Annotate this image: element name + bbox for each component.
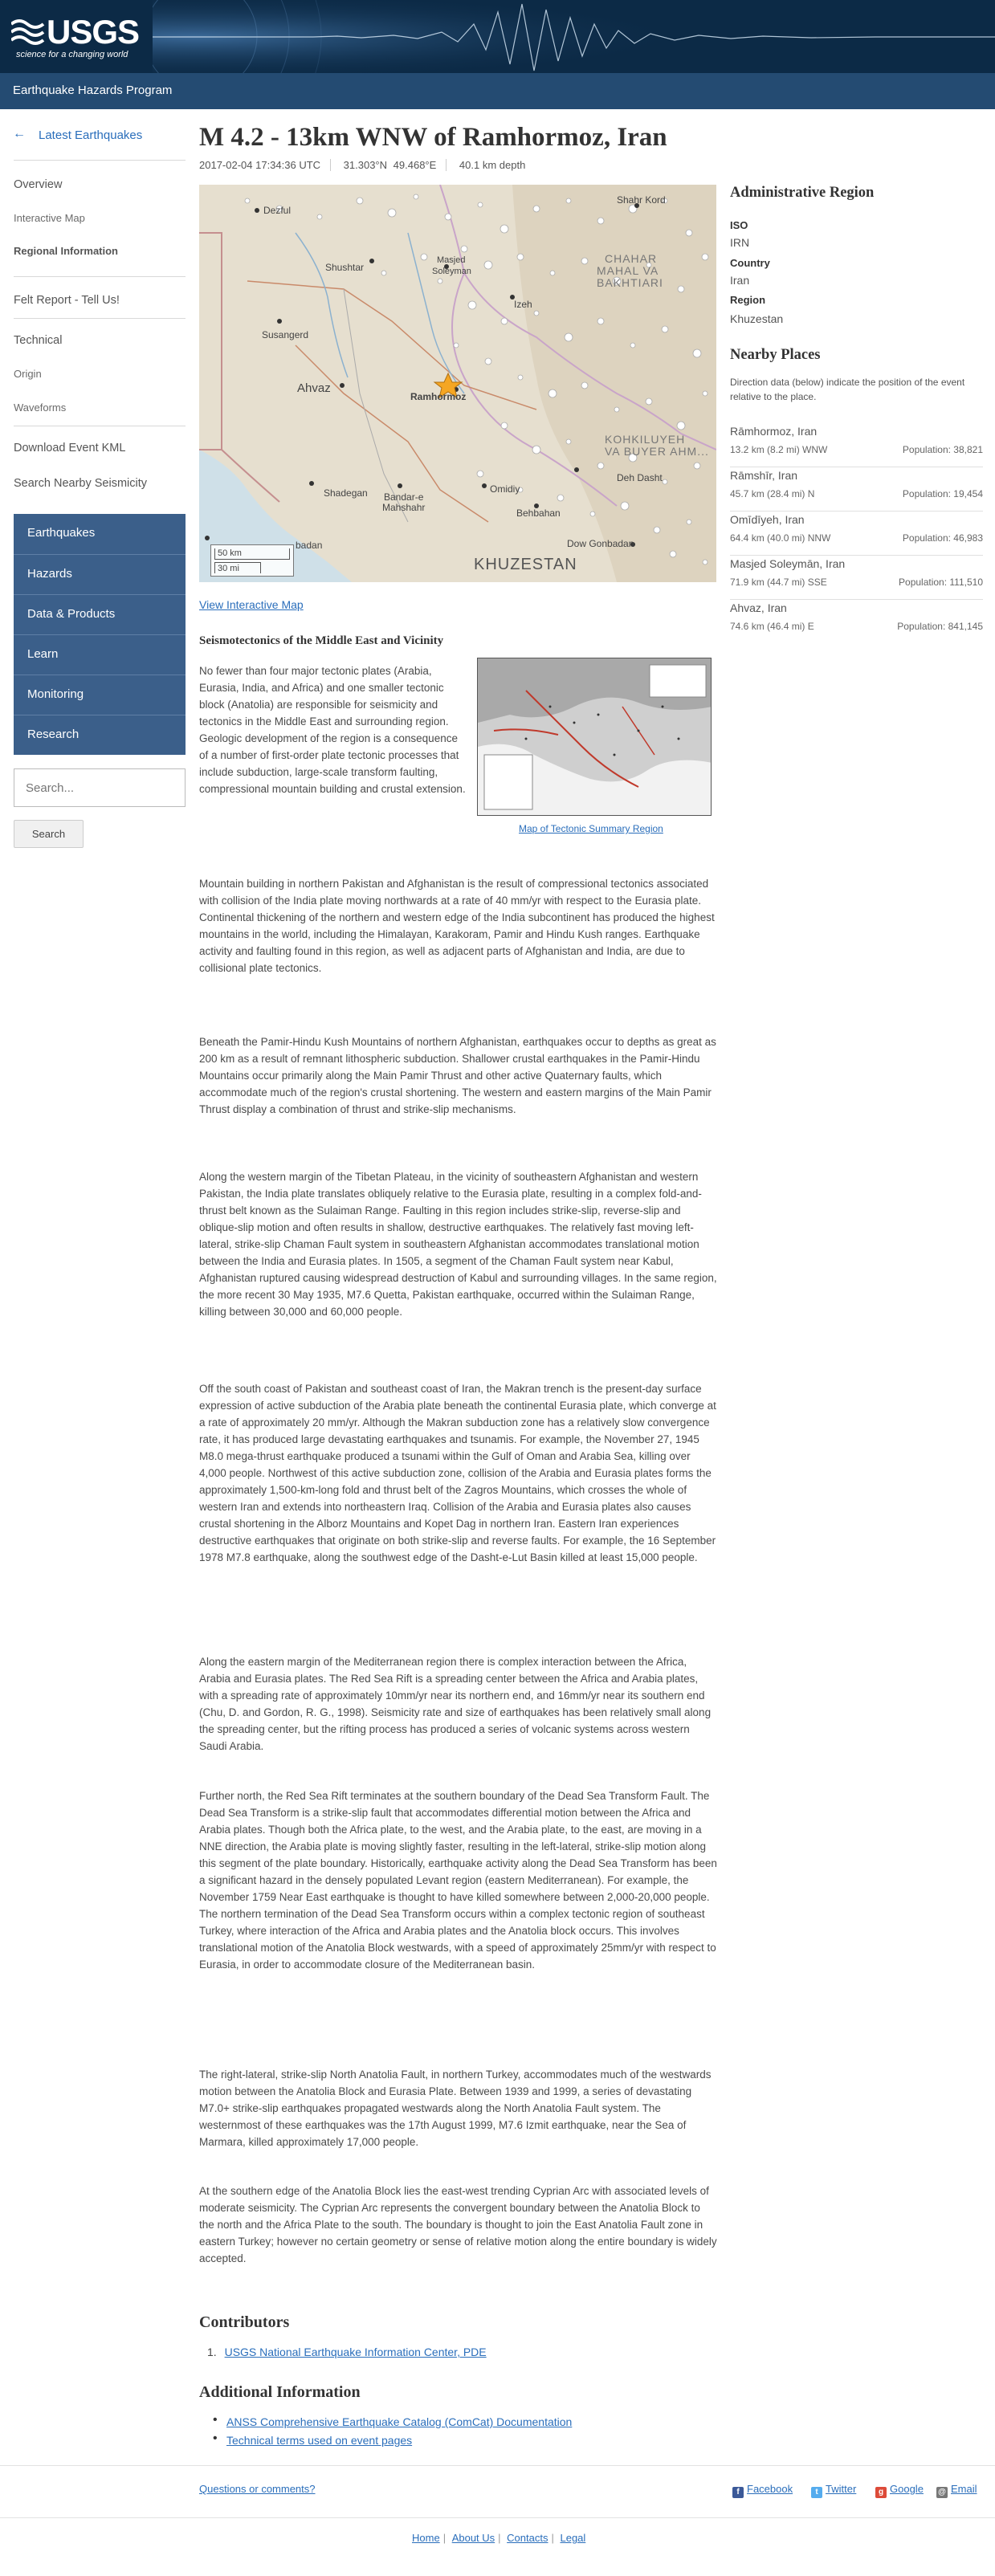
share-google-label: Google (890, 2483, 924, 2495)
site-search-input[interactable] (14, 768, 186, 807)
questions-link[interactable]: Questions or comments? (199, 2483, 316, 2495)
nearby-place (730, 467, 983, 512)
contributor-number: 1. (207, 2346, 217, 2358)
place-population: Population: 38,821 (902, 444, 983, 455)
place-distance: 71.9 km (44.7 mi) SSE (730, 577, 827, 588)
nav-learn[interactable]: Learn (14, 634, 186, 675)
nearby-place (730, 423, 983, 467)
paragraph-3: Beneath the Pamir-Hindu Kush Mountains of northern Afghanistan, earthquakes occur to depths as great as 200 km as a result of remnant lithospheric subduction. Shallower crustal earthquakes in the Pamir-Hindu Mountains occur primarily along the Main Pamir Thrust and other active Quaternary faults, which accommodate much of the region's crustal shortening. The western and eastern margins of the Main Pamir Thrust display a combination of thrust and strike-slip mechanisms. (199, 1036, 716, 1115)
paragraph-9: At the southern edge of the Anatolia Block lies the east-west trending Cyprian Arc with associated levels of moderate seismicity. The Cyprian Arc represents the convergent boundary between the Anatolia Block to the north and the Africa Plate to the south. The boundary is thought to join the East Anatolia Fault zone in eastern Turkey; however no certain geometry or sense of relative motion along the entire boundary is widely accepted. (199, 2185, 717, 2264)
map-label-ramhormoz: Ramhormoz (410, 391, 467, 402)
footer-legal-link[interactable]: Legal (560, 2532, 586, 2544)
map-label-kohgiluyeh-2: VA BUYER AHM... (605, 445, 709, 458)
country-label: Country (730, 257, 770, 269)
nav-monitoring[interactable]: Monitoring (14, 675, 186, 715)
footer-divider (0, 2517, 995, 2518)
paragraph-5: Off the south coast of Pakistan and southeast coast of Iran, the Makran trench is the present-day surface expression of active subduction of the Arabia plate beneath the continental Eurasia plate, which converge at a rate of approximately 20 mm/yr. Although the Makran subduction zone has a relatively slow convergence rate, it has produced large devastating earthquakes and tsunamis. For example, the November 27, 1945 M8.0 mega-thrust earthquake produced a tsunami within the Gulf of Oman and Arabia Sea, killing over 4,000 people. Northwest of this active subduction zone, collision of the Arabia and Eurasia plates forms the approximately 1,500-km-long fold and thrust belt of the Zagros Mountains, which crosses the whole of western Iran and extends into northeastern Iraq. Collision of the Arabia and Eurasia plates also causes crustal shortening in the Alborz Mountains and Kopet Dag in northern Iran. Eastern Iran experiences destructive earthquakes that originate on both strike-slip and reverse faults. For example, the 16 September 1978 M7.8 earthquake, along the southwest edge of the Dasht-e-Lut Basin killed at least 15,000 people. (199, 1383, 716, 1563)
map-label-abadan: badan (296, 540, 323, 551)
map-label-ahvaz: Ahvaz (297, 381, 331, 395)
place-population: Population: 841,145 (897, 621, 983, 632)
paragraph-4: Along the western margin of the Tibetan Plateau, in the vicinity of southeastern Afghanistan and western Pakistan, the India plate translates obliquely relative to the Eurasia plate, resulting in a complex fold-and-thrust belt known as the Sulaiman Range. Faulting in this region includes strike-slip, reverse-slip and oblique-slip motion and often results in shallow, destructive earthquakes. The relatively fast moving left-lateral, strike-slip Chaman Fault system in southeastern Afghanistan accommodates translational motion between the India and Eurasia plates. In 1505, a segment of the Chaman Fault system near Kabul, Afghanistan ruptured causing widespread destruction of Kabul and surrounding villages. In the same region, the more recent 30 May 1935, M7.6 Quetta, Pakistan earthquake, occurred within the Sulaiman Range, killing between 30,000 and 60,000 people. (199, 1171, 717, 1318)
waveforms-link[interactable]: Waveforms (14, 401, 67, 414)
place-name: Ahvaz, Iran (730, 601, 787, 614)
map-label-chahar-3: BAKHTIARI (597, 276, 663, 289)
map-label-bandar-2: Mahshahr (382, 502, 426, 513)
iso-value: IRN (730, 236, 750, 249)
map-label-khuzestan: KHUZESTAN (474, 556, 577, 573)
region-value: Khuzestan (730, 312, 784, 325)
nav-data-products[interactable]: Data & Products (14, 594, 186, 634)
paragraph-6: Along the eastern margin of the Mediterranean region there is complex interaction between the Africa, Arabia and Eurasia plates. The Red Sea Rift is a spreading center between the Africa and Arabia plates, with a spreading rate of approximately 10mm/yr near its northern end, and 16mm/yr near its southern end (Chu, D. and Gordon, R. G., 1998). Seismicity rate and size of earthquakes has been relatively small along the spreading center, but the rifting process has produced a series of volcanic systems across western Saudi Arabia. (199, 1656, 712, 1752)
logo-text: USGS (47, 13, 140, 51)
share-twitter[interactable] (811, 2483, 856, 2498)
map-label-soleyman: Soleyman (432, 267, 471, 276)
map-label-deh-dasht: Deh Dasht (617, 472, 663, 483)
map-label-shadegan: Shadegan (324, 487, 368, 499)
interactive-map-link[interactable]: Interactive Map (14, 212, 85, 224)
place-distance: 74.6 km (46.4 mi) E (730, 621, 814, 632)
place-name: Masjed Soleymān, Iran (730, 557, 846, 570)
paragraph-2: Mountain building in northern Pakistan and Afghanistan is the result of compressional tectonics associated with collision of the India plate moving northwards at a rate of 40 mm/yr with respect to the Eurasia plate. Continental thickening of the northern and western edge of the India subcontinent has produced the highest mountains in the world, including the Himalayan, Karakoram, Pamir and Hindu Kush ranges. Earthquake activity and faulting found in this region, as well as adjacent parts of Afghanistan and India, are due to collisional plate tectonics. (199, 878, 715, 974)
map-label-shahr-kord: Shahr Kord (617, 194, 666, 206)
event-time: 2017-02-04 17:34:36 UTC (199, 159, 331, 171)
place-name: Rāmhormoz, Iran (730, 425, 818, 438)
map-label-masjed: Masjed (437, 255, 466, 265)
bullet-icon: • (213, 2413, 218, 2427)
seismogram-banner (153, 0, 995, 73)
share-facebook[interactable] (732, 2483, 793, 2498)
share-facebook-label: Facebook (747, 2483, 793, 2495)
latest-earthquakes-link[interactable]: Latest Earthquakes (39, 128, 143, 142)
footer-about-link[interactable]: About Us (451, 2532, 495, 2544)
site-nav (14, 514, 186, 755)
search-nearby-link[interactable]: Search Nearby Seismicity (14, 477, 147, 490)
tectonic-map-graphic (478, 658, 712, 816)
map-scale (210, 544, 294, 577)
tectonic-map-link[interactable]: Map of Tectonic Summary Region (519, 823, 663, 834)
place-population: Population: 111,510 (899, 577, 983, 588)
nearby-places-description: Direction data (below) indicate the position of the event relative to the place. (730, 377, 965, 402)
event-map[interactable] (199, 185, 716, 582)
event-depth: 40.1 km depth (459, 159, 526, 171)
contributor-link[interactable]: USGS National Earthquake Information Center, PDE (224, 2346, 487, 2358)
event-summary (199, 159, 544, 171)
event-lon: 49.468°E (394, 159, 447, 171)
map-label-dow-gonbadan: Dow Gonbadan (567, 538, 634, 549)
page-title: M 4.2 - 13km WNW of Ramhormoz, Iran (199, 123, 667, 152)
place-population: Population: 46,983 (902, 532, 983, 544)
program-link[interactable]: Earthquake Hazards Program (13, 84, 173, 97)
nav-research[interactable]: Research (14, 715, 186, 755)
nav-hazards[interactable]: Hazards (14, 554, 186, 594)
additional-info-heading: Additional Information (199, 2383, 361, 2401)
bullet-icon: • (213, 2431, 218, 2445)
region-label: Region (730, 294, 766, 306)
tectonic-summary-map[interactable] (477, 658, 712, 816)
contributor-item (207, 2346, 487, 2358)
paragraph-1: No fewer than four major tectonic plates (Arabia, Eurasia, India, and Africa) and one smaller tectonic block (Anatolia) are responsible for seismicity and tectonics in the Middle East and surrounding region. Geologic development of the region is a consequence of a number of first-order plate tectonic processes that include subduction, large-scale transform faulting, compressional mountain building and crustal extension. (199, 665, 466, 795)
back-arrow-icon[interactable]: ← (13, 127, 26, 141)
paragraph-7: Further north, the Red Sea Rift terminates at the southern boundary of the Dead Sea Transform Fault. The Dead Sea Transform is a strike-slip fault that accommodates differential motion between the Africa and Arabia plates. Though both the Africa plate, to the west, and the Arabia plate, to the east, are moving in a NNE direction, the Arabia plate is moving slightly faster, resulting in the left-lateral, strike-slip motion along this segment of the plate boundary. Historically, earthquake activity along the Dead Sea Transform has been a significant hazard in the densely populated Levant region (eastern Mediterranean). For example, the November 1759 Near East earthquake is thought to have killed somewhere between 2,000-20,000 people. The northern termination of the Dead Sea Transform occurs within a complex tectonic region of southeast Turkey, where interaction of the Africa and Arabia plates and the Anatolia block occurs. This involves translational motion of the Anatolia Block westwards, with a speed of approximately 25mm/yr with respect to Eurasia, in order to accommodate closure of the Mediterranean basin. (199, 1790, 717, 1971)
place-distance: 13.2 km (8.2 mi) WNW (730, 444, 828, 455)
footer-divider (0, 2465, 995, 2466)
place-distance: 45.7 km (28.4 mi) N (730, 488, 815, 499)
technical-terms-link[interactable]: Technical terms used on event pages (226, 2434, 413, 2447)
share-email[interactable] (936, 2483, 977, 2498)
site-search-button[interactable]: Search (14, 820, 84, 848)
divider (14, 318, 186, 319)
admin-region-heading: Administrative Region (730, 185, 875, 201)
map-label-shushtar: Shushtar (325, 262, 365, 273)
nearby-place (730, 600, 983, 644)
google-plus-icon: g (875, 2487, 887, 2498)
download-kml-link[interactable]: Download Event KML (14, 442, 126, 454)
share-email-label: Email (951, 2483, 977, 2495)
usgs-wave-icon (11, 16, 45, 48)
program-bar (0, 73, 995, 109)
share-twitter-label: Twitter (826, 2483, 857, 2495)
usgs-logo[interactable] (11, 11, 144, 61)
map-terrain (199, 185, 716, 582)
facebook-icon: f (732, 2487, 744, 2498)
nav-earthquakes[interactable]: Earthquakes (27, 526, 96, 540)
view-interactive-map-link[interactable]: View Interactive Map (199, 598, 304, 611)
map-label-behbahan: Behbahan (516, 507, 561, 519)
scale-km: 50 km (214, 548, 290, 560)
overview-link[interactable]: Overview (14, 178, 63, 191)
iso-label: ISO (730, 219, 748, 231)
map-label-chahar-2: MAHAL VA (597, 264, 659, 277)
origin-link[interactable]: Origin (14, 368, 42, 380)
section-title: Seismotectonics of the Middle East and Vicinity (199, 634, 444, 647)
map-label-dezful: Dezful (263, 205, 292, 216)
place-name: Omīdīyeh, Iran (730, 513, 805, 526)
map-label-chahar-1: CHAHAR (605, 252, 658, 265)
footer-links: Home | About Us | Contacts | Legal (412, 2532, 586, 2544)
map-label-kohgiluyeh-1: KOHKILUYEH (605, 433, 686, 446)
nearby-place (730, 556, 983, 600)
comcat-docs-link[interactable]: ANSS Comprehensive Earthquake Catalog (ComCat) Documentation (226, 2415, 573, 2428)
divider (14, 276, 186, 277)
map-label-susangerd: Susangerd (262, 329, 309, 340)
nearby-place (730, 512, 983, 556)
scale-mi: 30 mi (214, 562, 261, 573)
divider (14, 160, 186, 161)
country-value: Iran (730, 274, 750, 287)
twitter-icon: t (811, 2487, 822, 2498)
email-icon: @ (936, 2487, 948, 2498)
site-header (0, 0, 995, 73)
contributors-heading: Contributors (199, 2313, 290, 2331)
technical-link[interactable]: Technical (14, 334, 63, 347)
map-label-bandar-1: Bandar-e (384, 491, 424, 503)
event-lat: 31.303°N (343, 159, 388, 171)
footer-contacts-link[interactable]: Contacts (507, 2532, 548, 2544)
regional-information-link[interactable]: Regional Information (14, 245, 118, 257)
paragraph-8: The right-lateral, strike-slip North Anatolia Fault, in northern Turkey, accommodates much of the westwards motion between the Anatolia Block and Eurasia Plate. Between 1939 and 1999, a series of devastating M7.0+ strike-slip earthquakes propagated westwards along the North Anatolia Fault system. The westernmost of these earthquakes was the 17th August 1999, M7.6 Izmit earthquake, near the Sea of Marmara, killed approximately 17,000 people. (199, 2069, 712, 2148)
logo-tagline: science for a changing world (16, 50, 128, 59)
place-distance: 64.4 km (40.0 mi) NNW (730, 532, 831, 544)
place-population: Population: 19,454 (902, 488, 983, 499)
nearby-places-heading: Nearby Places (730, 347, 821, 363)
map-label-izeh: Izeh (514, 299, 532, 310)
felt-report-link[interactable]: Felt Report - Tell Us! (14, 294, 120, 307)
map-label-omidiyeh: Omidiy (490, 483, 520, 495)
footer-home-link[interactable]: Home (412, 2532, 440, 2544)
place-name: Rāmshīr, Iran (730, 469, 798, 482)
share-google[interactable] (875, 2483, 924, 2498)
